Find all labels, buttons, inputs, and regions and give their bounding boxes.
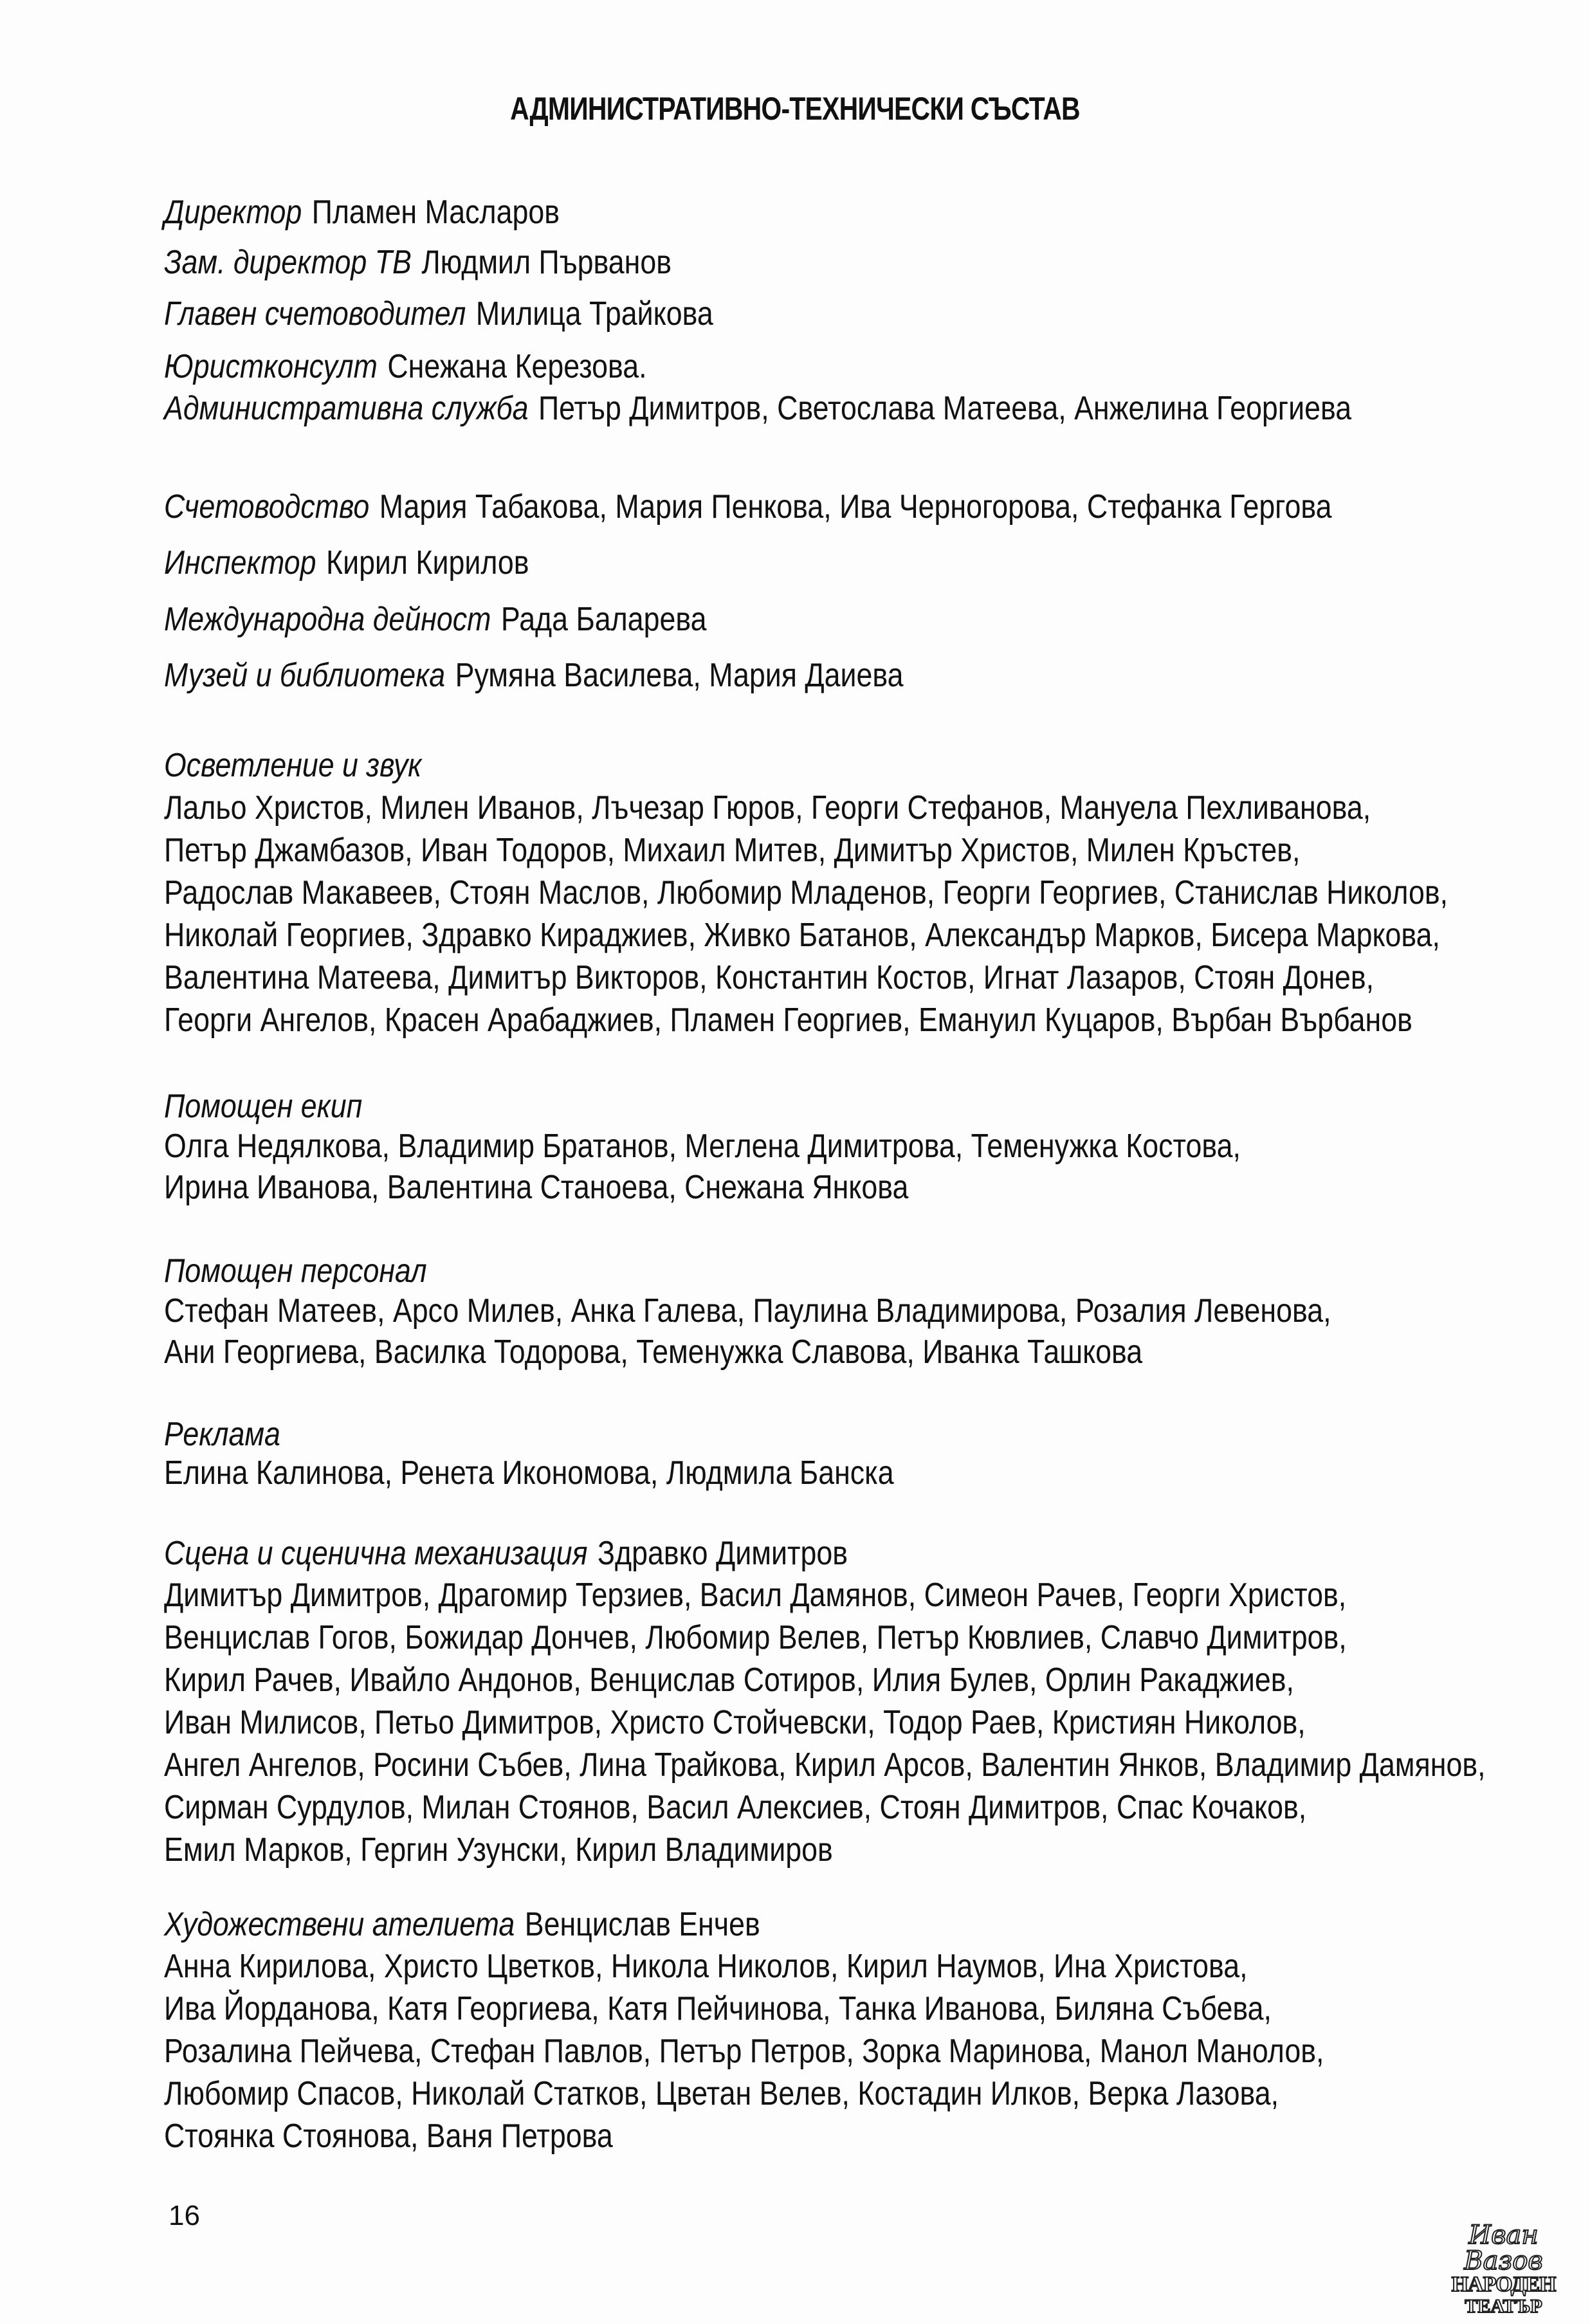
name-line: Олга Недялкова, Владимир Братанов, Меглена Димитрова, Теменужка Костова, [164, 1128, 1241, 1165]
logo-signature: Иван Вазов [1464, 2220, 1543, 2276]
name-line: Радослав Макавеев, Стоян Маслов, Любомир Младенов, Георги Георгиев, Станислав Николов, [164, 874, 1448, 911]
section-head-name: Здравко Димитров [598, 1535, 848, 1572]
role-label: Счетоводство [164, 488, 370, 526]
staff-names: Людмил Първанов [421, 244, 672, 281]
staff-row-chief-accountant [164, 295, 713, 333]
name-line: Ани Георгиева, Василка Тодорова, Теменужка Славова, Иванка Ташкова [164, 1333, 1143, 1371]
name-line: Петър Джамбазов, Иван Тодоров, Михаил Митев, Димитър Христов, Милен Кръстев, [164, 832, 1301, 869]
staff-row-administrative-service [164, 389, 1351, 428]
section-heading-label: Сцена и сценична механизация [164, 1535, 588, 1572]
name-line: Розалина Пейчева, Стефан Павлов, Петър Петров, Зорка Маринова, Манол Манолов, [164, 2033, 1324, 2070]
role-label: Музей и библиотека [164, 657, 446, 694]
section-heading-support-team: Помощен екип [164, 1088, 363, 1125]
staff-names: Пламен Масларов [311, 194, 560, 231]
staff-names: Кирил Кирилов [326, 544, 529, 581]
name-line: Сирман Сурдулов, Милан Стоянов, Васил Алексиев, Стоян Димитров, Спас Кочаков, [164, 1789, 1307, 1826]
role-label: Главен счетоводител [164, 295, 466, 333]
role-label: Инспектор [164, 544, 316, 581]
name-line: Анна Кирилова, Христо Цветков, Никола Николов, Кирил Наумов, Ина Христова, [164, 1948, 1248, 1985]
staff-names: Мария Табакова, Мария Пенкова, Ива Черногорова, Стефанка Гергова [379, 488, 1332, 526]
name-line: Стефан Матеев, Арсо Милев, Анка Галева, Паулина Владимирова, Розалия Левенова, [164, 1292, 1331, 1330]
name-line: Ирина Иванова, Валентина Станоева, Снежана Янкова [164, 1169, 909, 1206]
section-heading-label: Художествени ателиета [164, 1906, 515, 1943]
name-line: Лальо Христов, Милен Иванов, Лъчезар Гюров, Георги Стефанов, Мануела Пехливанова, [164, 789, 1371, 827]
name-line: Ива Йорданова, Катя Георгиева, Катя Пейчинова, Танка Иванова, Биляна Събева, [164, 1990, 1272, 2027]
name-line: Елина Калинова, Ренета Икономова, Людмила Банска [164, 1454, 894, 1492]
name-line: Емил Марков, Гергин Узунски, Кирил Владимиров [164, 1831, 833, 1869]
logo-line-1: НАРОДЕН [1451, 2273, 1556, 2296]
section-heading-lighting-sound: Осветление и звук [164, 747, 422, 784]
name-line: Иван Милисов, Петьо Димитров, Христо Стойчевски, Тодор Раев, Кристиян Николов, [164, 1704, 1306, 1741]
name-line: Ангел Ангелов, Росини Събев, Лина Трайкова, Кирил Арсов, Валентин Янков, Владимир Дамянов, [164, 1746, 1486, 1784]
staff-names: Петър Димитров, Светослава Матеева, Анжелина Георгиева [538, 390, 1352, 427]
name-line: Любомир Спасов, Николай Статков, Цветан Велев, Костадин Илков, Верка Лазова, [164, 2075, 1279, 2112]
staff-row-inspector [164, 544, 529, 582]
staff-row-museum-library [164, 656, 903, 695]
section-heading-support-staff: Помощен персонал [164, 1252, 427, 1290]
role-label: Международна дейност [164, 601, 491, 638]
page-number: 16 [169, 2200, 200, 2231]
name-line: Валентина Матеева, Димитър Викторов, Константин Костов, Игнат Лазаров, Стоян Донев, [164, 959, 1375, 996]
role-label: Зам. директор ТВ [164, 244, 412, 281]
staff-names: Милица Трайкова [475, 295, 713, 333]
staff-row-deputy-director [164, 243, 672, 282]
name-line: Венцислав Гогов, Божидар Дончев, Любомир Велев, Петър Кювлиев, Славчо Димитров, [164, 1619, 1347, 1656]
name-line: Стоянка Стоянова, Ваня Петрова [164, 2118, 613, 2155]
name-line: Николай Георгиев, Здравко Кираджиев, Живко Батанов, Александър Марков, Бисера Маркова, [164, 917, 1440, 954]
staff-row-legal-counsel [164, 347, 647, 386]
role-label: Юристконсулт [164, 348, 378, 385]
page-title: АДМИНИСТРАТИВНО-ТЕХНИЧЕСКИ СЪСТАВ [510, 91, 1080, 127]
staff-row-accounting [164, 488, 1332, 526]
section-heading-stage [164, 1534, 848, 1573]
role-label: Директор [164, 194, 302, 231]
staff-row-director [164, 193, 560, 232]
staff-names: Румяна Василева, Мария Даиева [455, 657, 904, 694]
name-line: Георги Ангелов, Красен Арабаджиев, Пламен Георгиев, Емануил Куцаров, Върбан Върбанов [164, 1002, 1412, 1039]
role-label: Административна служба [164, 390, 529, 427]
section-heading-art-workshops [164, 1905, 760, 1944]
staff-names: Рада Баларева [500, 601, 707, 638]
logo-line-2: ТЕАТЪР [1465, 2296, 1542, 2317]
section-head-name: Венцислав Енчев [524, 1906, 760, 1943]
section-heading-advertising: Реклама [164, 1416, 280, 1453]
name-line: Кирил Рачев, Ивайло Андонов, Венцислав Сотиров, Илия Булев, Орлин Ракаджиев, [164, 1661, 1294, 1699]
name-line: Димитър Димитров, Драгомир Терзиев, Васил Дамянов, Симеон Рачев, Георги Христов, [164, 1577, 1347, 1614]
national-theatre-logo [1450, 2220, 1557, 2317]
staff-names: Снежана Керезова. [387, 348, 647, 385]
staff-row-international [164, 600, 707, 639]
